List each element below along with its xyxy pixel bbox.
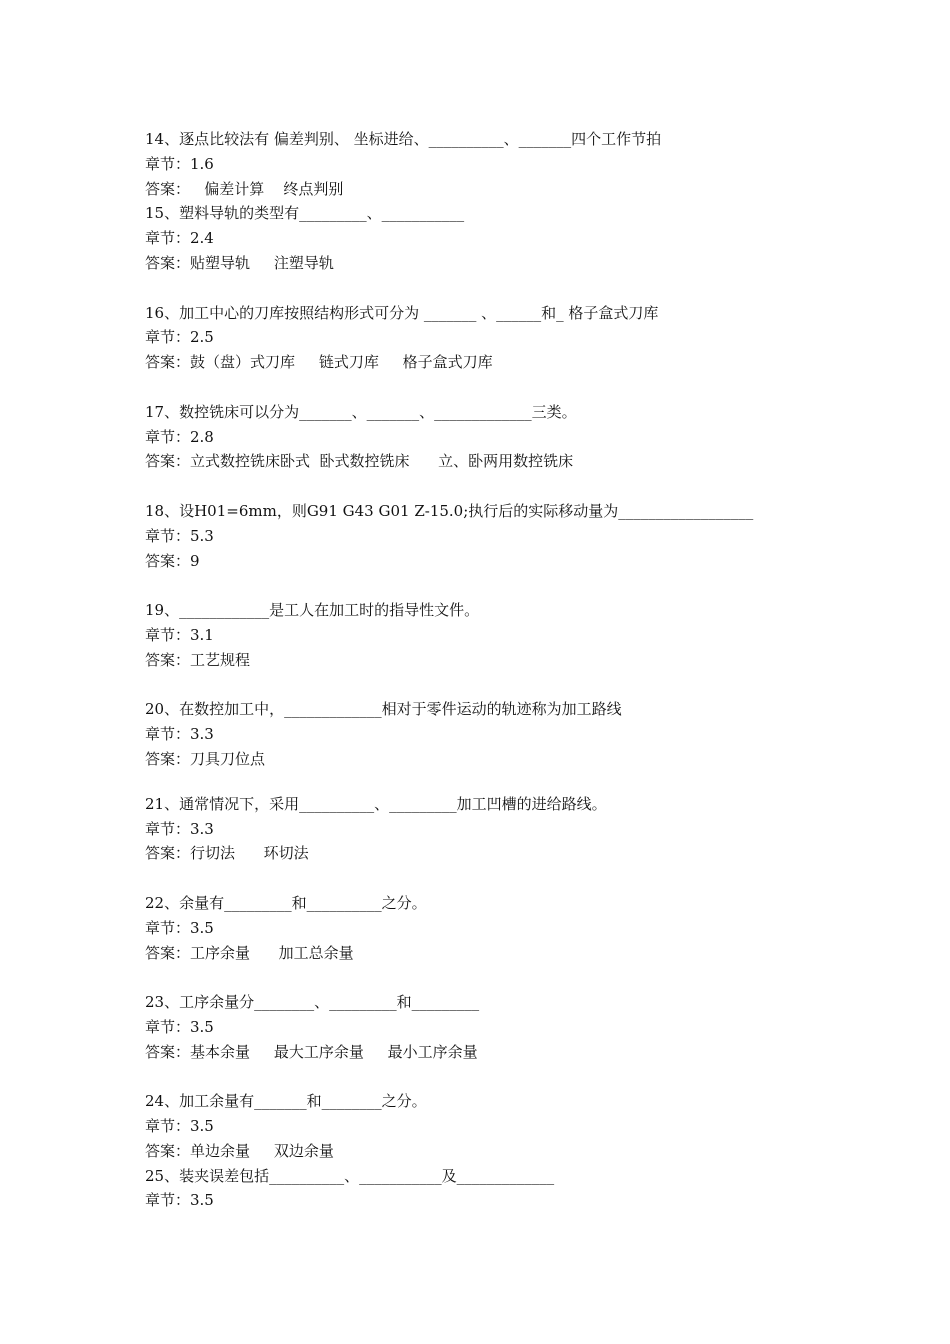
question-22-answer: 答案：工序余量 加工总余量: [145, 943, 354, 962]
spacer: [145, 375, 845, 400]
spacer: [145, 1064, 845, 1089]
question-16-text: 16、加工中心的刀库按照结构形式可分为 _______ 、______和_ 格子盒式刀库: [145, 303, 659, 322]
question-14-chapter: 章节：1.6: [145, 154, 214, 173]
spacer: [145, 573, 845, 598]
document-page: [145, 127, 845, 1213]
question-24-answer: 答案：单边余量 双边余量: [145, 1141, 334, 1160]
spacer: [145, 474, 845, 499]
question-18-answer: 答案：9: [145, 551, 200, 570]
question-19-answer: 答案：工艺规程: [145, 650, 251, 669]
question-22-text: 22、余量有_________和__________之分。: [145, 893, 427, 912]
question-23-text: 23、工序余量分________、_________和_________: [145, 993, 480, 1012]
question-20-answer: 答案：刀具刀位点: [145, 749, 266, 768]
question-21-text: 21、通常情况下，采用__________、_________加工凹槽的进给路线。: [145, 794, 607, 813]
spacer: [145, 276, 845, 301]
question-19-chapter: 章节：3.1: [145, 625, 214, 644]
question-15-text: 15、塑料导轨的类型有_________、___________: [145, 204, 465, 223]
spacer: [145, 965, 845, 990]
question-24-chapter: 章节：3.5: [145, 1117, 214, 1136]
question-17-answer: 答案：立式数控铣床卧式 卧式数控铣床 立、卧两用数控铣床: [145, 452, 574, 471]
question-14-text: 14、逐点比较法有 偏差判别、 坐标进给、__________、_______四个工作节拍: [145, 130, 662, 148]
question-17-text: 17、数控铣床可以分为_______、_______、_____________三类。: [145, 402, 577, 421]
question-17-chapter: 章节：2.8: [145, 427, 214, 446]
question-19-text: 19、____________是工人在加工时的指导性文件。: [145, 601, 480, 620]
question-15-chapter: 章节：2.4: [145, 229, 214, 248]
question-24-text: 24、加工余量有_______和________之分。: [145, 1092, 427, 1111]
question-23-chapter: 章节：3.5: [145, 1017, 214, 1036]
question-22-chapter: 章节：3.5: [145, 918, 214, 937]
question-18-chapter: 章节：5.3: [145, 526, 214, 545]
question-16-chapter: 章节：2.5: [145, 328, 214, 347]
question-16-answer: 答案：鼓（盘）式刀库 链式刀库 格子盒式刀库: [145, 353, 493, 372]
question-18-text: 18、设H01=6mm，则G91 G43 G01 Z-15.0;执行后的实际移动量为__________________: [145, 501, 754, 520]
question-25-text: 25、装夹误差包括__________、___________及_____________: [145, 1166, 555, 1185]
question-23-answer: 答案：基本余量 最大工序余量 最小工序余量: [145, 1042, 478, 1061]
question-14-answer: 答案： 偏差计算 终点判别: [145, 179, 344, 198]
spacer: [145, 772, 845, 792]
question-15-answer: 答案：贴塑导轨 注塑导轨: [145, 253, 334, 272]
question-20-chapter: 章节：3.3: [145, 725, 214, 744]
question-25-chapter: 章节：3.5: [145, 1191, 214, 1210]
spacer: [145, 673, 845, 698]
question-21-answer: 答案：行切法 环切法: [145, 844, 309, 863]
question-20-text: 20、在数控加工中，_____________相对于零件运动的轨迹称为加工路线: [145, 700, 622, 719]
question-21-chapter: 章节：3.3: [145, 819, 214, 838]
spacer: [145, 866, 845, 891]
